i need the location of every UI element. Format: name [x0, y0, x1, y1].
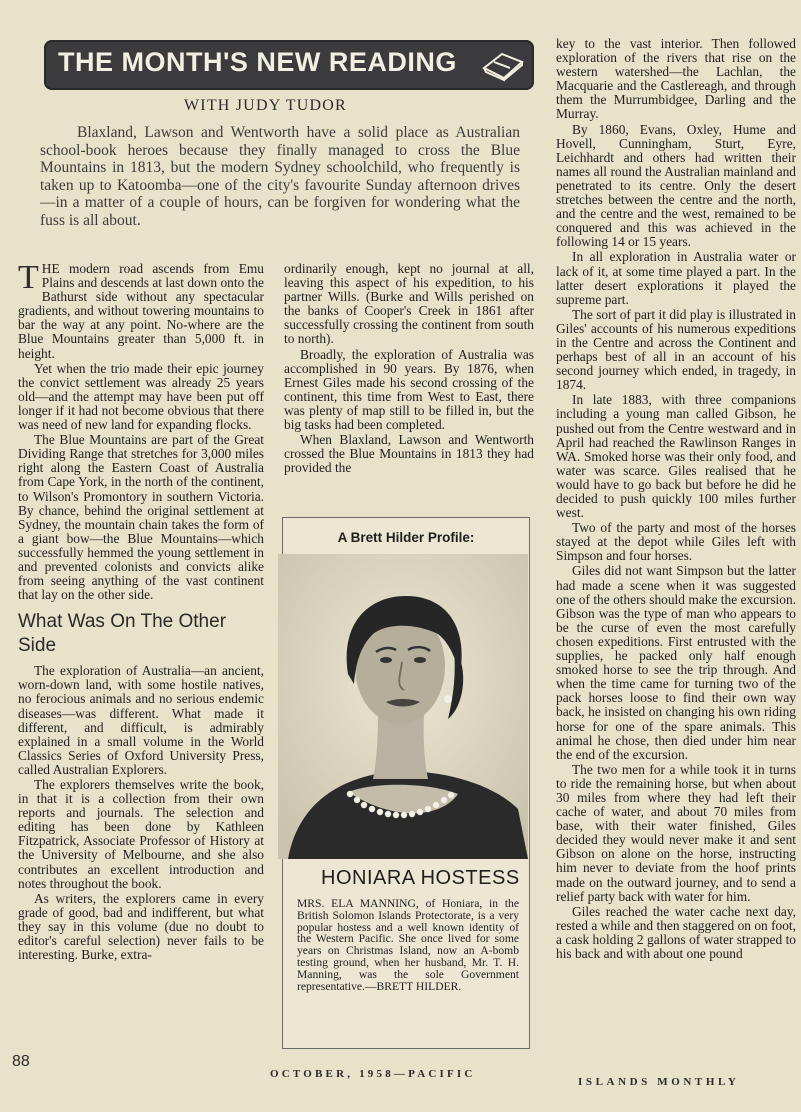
section-banner	[44, 40, 534, 90]
banner-title: THE MONTH'S NEW READING	[58, 47, 457, 77]
intro-paragraph	[40, 124, 520, 230]
magazine-name: ISLANDS MONTHLY	[578, 1076, 740, 1088]
paragraph: In late 1883, with three companions including a young man called Gibson, he pushed out from the Centre westward and in April had reached the Rawlinson Ranges in WA. Smoked horse was their only food, and water was scarce. Giles realised that he would have to go back but before he did he decided to push quickly 100 miles further west.	[556, 392, 796, 521]
paragraph: In all exploration in Australia water or lack of it, at some time played a part. In the latter desert explorations it played the supreme part.	[556, 249, 796, 307]
paragraph: By 1860, Evans, Oxley, Hume and Hovell, Cunningham, Sturt, Eyre, Leichhardt and others had written their names all round the Australian mainland and penetrated to its centre. Only the desert stretches between the centre and the north, and the centre and the west, remained to be conquered and this was achieved in the following 14 or 15 years.	[556, 121, 796, 250]
article-column-1	[18, 259, 264, 963]
paragraph: Giles reached the water cache next day, rested a while and then staggered on on foot, a cask holding 2 gallons of water strapped to his back and with about one pound	[556, 903, 796, 961]
paragraph: Giles did not want Simpson but the latter had made a scene when it was suggested one of the others should make the excursion. Gibson was the type of man who appears to be the curse of even the most carefully chosen expeditions. First entrusted with the supplies, he packed only half enough smoked horse to see the trip through. And when the time came for turning two of the pack horses loose to find their own way back, he insisted on changing his own riding horse for one of the spare animals. This animal he chose, then died under him near the end of the excursion.	[556, 563, 796, 762]
drop-cap: T	[18, 259, 39, 296]
article-column-3	[556, 37, 796, 962]
intro-text: Blaxland, Lawson and Wentworth have a solid place as Australian school-book heroes because they finally managed to cross the Blue Mountains in 1813, but the modern Sydney schoolchild, who frequently is taken up to Katoomba—one of the city's favourite Sunday afternoon drives—in a matter of a couple of hours, can be forgiven for wondering what the fuss is all about.	[40, 124, 520, 229]
issue-line: OCTOBER, 1958—PACIFIC	[270, 1068, 476, 1080]
paragraph: Yet when the trio made their epic journey the convict settlement was already 25 years old—and the attempt may have been put off longer if it had not become obvious that there was need of new land for expanding flocks.	[18, 360, 264, 433]
book-icon	[480, 48, 526, 82]
paragraph: ordinarily enough, kept no journal at all, leaving this aspect of his expedition, to his partner Wills. (Burke and Wills perished on the banks of Cooper's Creek in 1861 after successfully crossing the continent from south to north).	[284, 261, 534, 347]
paragraph: The Blue Mountains are part of the Great Dividing Range that stretches for 3,000 miles right along the Eastern Coast of Australia from Cape York, in the north of the continent, to Wilson's Promontory in southern Victoria. By chance, behind the original settlement at Sydney, the mountain chain takes the form of a giant bow—the Blue Mountains—which successfully hemmed the young settlement in and prevented colonists and convicts alike from seeing anything of the vast continent that lay on the other side.	[18, 432, 264, 603]
profile-box	[282, 517, 530, 1049]
profile-caption: MRS. ELA MANNING, of Honiara, in the British Solomon Islands Protectorate, is a very popular hostess and a well known identity of the Western Pacific. She once lived for some years on Christmas Island, now an A-bomb testing ground, when her husband, Mr. T. H. Manning, was the sole Government representative.—BRETT HILDER.	[297, 897, 519, 993]
profile-title: HONIARA HOSTESS	[321, 867, 520, 889]
paragraph: key to the vast interior. Then followed exploration of the rivers that rise on the western watershed—the Lachlan, the Macquarie and the Castlereagh, and through them the Murrumbidgee, Darling and the Murray.	[556, 36, 796, 122]
paragraph	[18, 259, 264, 361]
paragraph: As writers, the explorers came in every grade of good, bad and indifferent, but what they say in this volume (due no doubt to editor's careful selection) never fails to be interesting. Burke, extra-	[18, 890, 264, 963]
page-number: 88	[12, 1053, 30, 1070]
subheading: What Was On The Other Side	[18, 611, 227, 657]
paragraph: The two men for a while took it in turns to ride the remaining horse, but when about 30 miles from where they had left their cache of water, and about 70 miles from base, with their water finished, Giles decided they would never make it and sent Gibson on alone on the horse, instructing him never to deviate from the hoof prints made on the outward journey, and to send a relief party back with water for him.	[556, 761, 796, 904]
paragraph: The sort of part it did play is illustrated in Giles' accounts of his numerous expeditions in the Centre and across the Continent and perhaps best of all in an account of his second journey which ended, in tragedy, in 1874.	[556, 306, 796, 393]
paragraph: The explorers themselves write the book, in that it is a collection from their own reports and journals. The selection and editing has been done by Kathleen Fitzpatrick, Associate Professor of History at the University of Melbourne, and she also contributes an excellent introduction and notes throughout the book.	[18, 777, 264, 891]
paragraph: Two of the party and most of the horses stayed at the depot while Giles left with Simpson and four horses.	[556, 520, 796, 564]
article-column-2	[284, 262, 534, 476]
paragraph: When Blaxland, Lawson and Wentworth crossed the Blue Mountains in 1813 they had provided the	[284, 432, 534, 476]
byline: WITH JUDY TUDOR	[184, 97, 347, 114]
profile-header: A Brett Hilder Profile:	[337, 530, 475, 545]
paragraph-text: HE modern road ascends from Emu Plains and descends at last down onto the Bathurst side without any spectacular gradients, and without towering mountains to bar the way at any point. No-where are the Blue Mountains greater than 5,000 ft. in height.	[18, 261, 264, 361]
paragraph: Broadly, the exploration of Australia was accomplished in 90 years. By 1876, when Ernest Giles made his second crossing of the continent, this time from West to East, there was plenty of map still to be filled in, but the big tasks had been completed.	[284, 346, 534, 433]
portrait-illustration	[278, 554, 528, 859]
paragraph: The exploration of Australia—an ancient, worn-down land, with some hostile natives, no ferocious animals and no serious endemic diseases—was different. What made it different, and difficult, is admirably explained in a small volume in the World Classics Series of Oxford University Press, called Australian Explorers.	[18, 663, 264, 777]
